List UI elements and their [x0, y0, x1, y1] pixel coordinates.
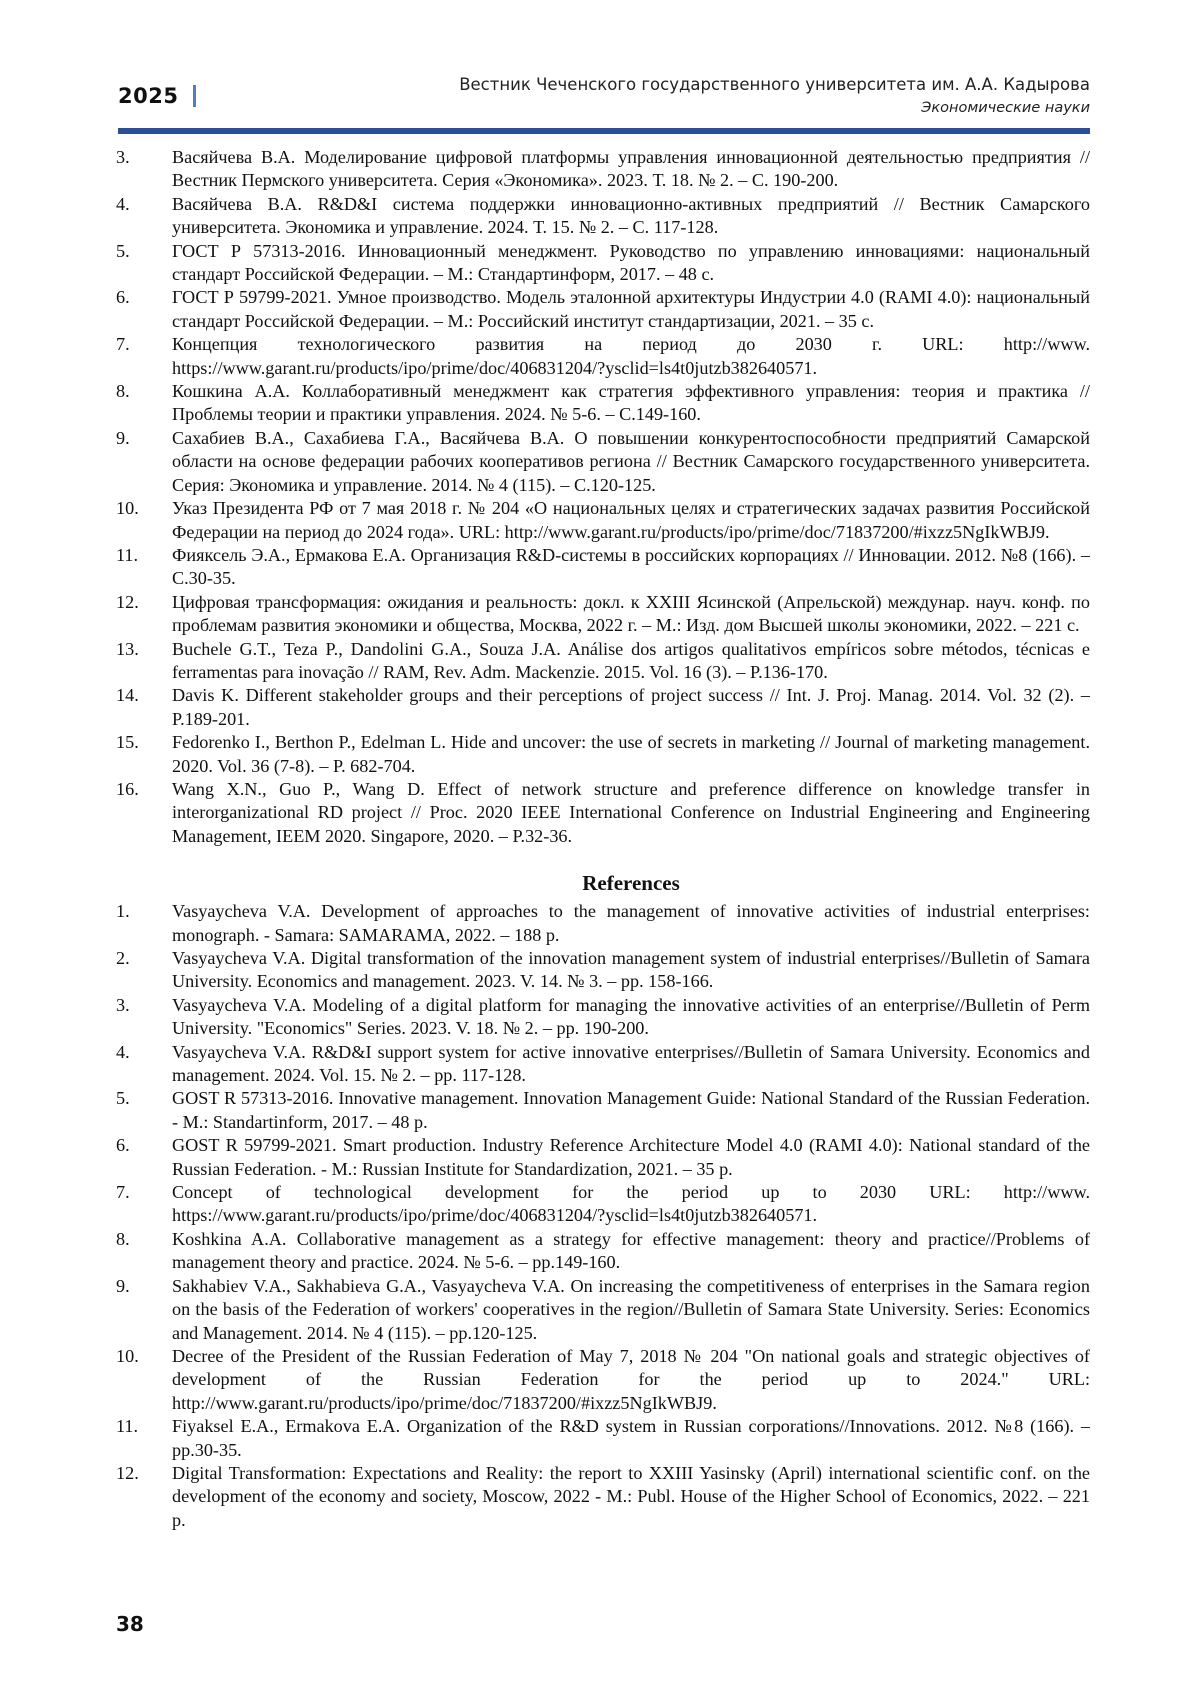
references-heading: References [582, 871, 680, 896]
reference-item [116, 1087, 1090, 1134]
reference-item [116, 994, 1090, 1041]
reference-text: Фияксель Э.А., Ермакова Е.А. Организация R&D-системы в российских корпорациях // Инновации. 2012. №8 (166). – С.30-35. [172, 544, 1090, 589]
reference-number: 7. [116, 1182, 130, 1203]
reference-text: Decree of the President of the Russian Federation of May 7, 2018 № 204 "On national goals and strategic objectives of development of the Russian Federation for the period up to 2024." URL: http://www.garant.ru/products/ipo/prime/doc/71837200/#ixzz5NgIkWBJ9. [172, 1345, 1090, 1413]
reference-item [116, 146, 1090, 193]
reference-text: GOST R 57313-2016. Innovative management. Innovation Management Guide: National Standard of the Russian Federation. - M.: Standartinform, 2017. – 48 p. [172, 1088, 1090, 1132]
reference-text: Vasyaycheva V.A. Digital transformation of the innovation management system of industrial enterprises//Bulletin of Samara University. Economics and management. 2023. V. 14. № 3. – pp. 158-166. [172, 948, 1090, 992]
reference-item [116, 778, 1090, 848]
reference-number: 6. [116, 1135, 130, 1156]
reference-item [116, 240, 1090, 287]
reference-item [116, 544, 1090, 591]
header-year: 2025 [118, 84, 179, 108]
reference-text: Digital Transformation: Expectations and Reality: the report to XXIII Yasinsky (April) international scientific conf. on the development of the economy and society, Moscow, 2022 - M.: Publ. House of the Higher School of Economics, 2022. – 221 p. [172, 1462, 1090, 1530]
reference-text: ГОСТ Р 57313-2016. Инновационный менеджмент. Руководство по управлению инновациями: национальный стандарт Российской Федерации. – М.: Стандартинформ, 2017. – 48 с. [172, 240, 1090, 285]
references-content [116, 146, 1090, 1532]
reference-number: 6. [116, 287, 130, 308]
reference-number: 9. [116, 1275, 130, 1296]
reference-text: Koshkina A.A. Collaborative management as a strategy for effective management: theory and practice//Problems of management theory and practice. 2024. № 5-6. – pp.149-160. [172, 1228, 1090, 1273]
reference-text: Vasyaycheva V.A. Development of approaches to the management of innovative activities of industrial enterprises: monograph. - Samara: SAMARAMA, 2022. – 188 p. [172, 901, 1090, 945]
reference-number: 8. [116, 1228, 130, 1249]
reference-item [116, 380, 1090, 427]
reference-number: 15. [116, 732, 139, 753]
reference-number: 4. [116, 193, 130, 214]
reference-number: 9. [116, 427, 130, 448]
reference-text: Fiyaksel E.A., Ermakova E.A. Organization of the R&D system in Russian corporations//Innovations. 2012. №8 (166). – pp.30-35. [172, 1416, 1090, 1460]
reference-number: 1. [116, 901, 130, 922]
reference-number: 12. [116, 591, 139, 612]
reference-item [116, 193, 1090, 240]
reference-text: Vasyaycheva V.A. R&D&I support system for active innovative enterprises//Bulletin of Samara University. Economics and management. 2024. Vol. 15. № 2. – pp. 117-128. [172, 1041, 1090, 1086]
reference-text: ГОСТ Р 59799-2021. Умное производство. Модель эталонной архитектуры Индустрии 4.0 (RAMI 4.0): национальный стандарт Российской Федерации. – М.: Российский институт стандартизации, 2021. – 35 с. [172, 287, 1090, 331]
reference-item [116, 333, 1090, 380]
reference-number: 3. [116, 147, 130, 167]
reference-item [116, 1228, 1090, 1275]
reference-number: 4. [116, 1041, 130, 1062]
reference-number: 5. [116, 240, 130, 261]
reference-item [116, 286, 1090, 333]
reference-item [116, 684, 1090, 731]
reference-text: Sakhabiev V.A., Sakhabieva G.A., Vasyaycheva V.A. On increasing the competitiveness of enterprises in the Samara region on the basis of the Federation of workers' cooperatives in the region//Bulletin of Samara State University. Series: Economics and Management. 2014. № 4 (115). – pp.120-125. [172, 1275, 1090, 1343]
reference-text: Кошкина А.А. Коллаборативный менеджмент как стратегия эффективного управления: теория и практика // Проблемы теории и практики управления. 2024. № 5-6. – С.149-160. [172, 381, 1090, 425]
reference-item [116, 1462, 1090, 1532]
header-journal-title: Вестник Чеченского государственного университета им. А.А. Кадырова [459, 75, 1090, 94]
reference-text: Wang X.N., Guo P., Wang D. Effect of network structure and preference difference on knowledge transfer in interorganizational RD project // Proc. 2020 IEEE International Conference on Industrial Engineering and Engineering Management, IEEM 2020. Singapore, 2020. – P.32-36. [172, 778, 1090, 846]
reference-number: 8. [116, 381, 130, 402]
reference-text: Концепция технологического развития на период до 2030 г. URL: http://www. https://www.garant.ru/products/ipo/prime/doc/406831204/?ysclid=ls4t0jutzb382640571. [172, 334, 1090, 378]
reference-text: Васяйчева В.А. Моделирование цифровой платформы управления инновационной деятельностью предприятия // Вестник Пермского университета. Серия «Экономика». 2023. Т. 18. № 2. – С. 190-200. [172, 147, 1090, 191]
page-number: 38 [116, 1612, 144, 1636]
english-reference-list [116, 900, 1090, 1532]
header-section: Экономические науки [921, 100, 1090, 116]
reference-text: Concept of technological development for the period up to 2030 URL: http://www. https://www.garant.ru/products/ipo/prime/doc/406831204/?ysclid=ls4t0jutzb382640571. [172, 1182, 1090, 1226]
reference-number: 3. [116, 994, 130, 1015]
reference-item [116, 731, 1090, 778]
reference-text: Цифровая трансформация: ожидания и реальность: докл. к XXIII Ясинской (Апрельской) междунар. науч. конф. по проблемам развития экономики и общества, Москва, 2022 г. – М.: Изд. дом Высшей школы экономики, 2022. – 221 с. [172, 591, 1090, 636]
header-accent-bar [193, 85, 196, 107]
reference-item [116, 1134, 1090, 1181]
reference-item [116, 900, 1090, 947]
reference-item [116, 1415, 1090, 1462]
reference-text: Buchele G.T., Teza P., Dandolini G.A., Souza J.A. Análise dos artigos qualitativos empíricos sobre métodos, técnicas e ferramentas para inovação // RAM, Rev. Adm. Mackenzie. 2015. Vol. 16 (3). – P.136-170. [172, 638, 1090, 682]
reference-number: 10. [116, 1345, 139, 1366]
header-rule [118, 128, 1090, 134]
reference-number: 14. [116, 685, 139, 706]
russian-reference-list [116, 146, 1090, 848]
reference-text: Davis K. Different stakeholder groups and their perceptions of project success // Int. J. Proj. Manag. 2014. Vol. 32 (2). – P.189-201. [172, 685, 1090, 729]
reference-text: Vasyaycheva V.A. Modeling of a digital platform for managing the innovative activities of an enterprise//Bulletin of Perm University. "Economics" Series. 2023. V. 18. № 2. – pp. 190-200. [172, 994, 1090, 1039]
reference-item [116, 427, 1090, 497]
reference-item [116, 591, 1090, 638]
reference-number: 2. [116, 948, 130, 968]
reference-text: Fedorenko I., Berthon P., Edelman L. Hide and uncover: the use of secrets in marketing // Journal of marketing management. 2020. Vol. 36 (7-8). – P. 682-704. [172, 732, 1090, 776]
reference-item [116, 1345, 1090, 1415]
reference-item [116, 497, 1090, 544]
reference-item [116, 947, 1090, 994]
reference-number: 10. [116, 498, 139, 519]
reference-text: GOST R 59799-2021. Smart production. Industry Reference Architecture Model 4.0 (RAMI 4.0): National standard of the Russian Federation. - M.: Russian Institute for Standardization, 2021. – 35 p. [172, 1135, 1090, 1179]
reference-item [116, 1275, 1090, 1345]
reference-number: 11. [116, 544, 139, 565]
reference-item [116, 1041, 1090, 1088]
reference-text: Указ Президента РФ от 7 мая 2018 г. № 204 «О национальных целях и стратегических задачах развития Российской Федерации на период до 2024 года». URL: http://www.garant.ru/products/ipo/prime/doc/71837200/#ixzz5NgIkWBJ9. [172, 498, 1090, 542]
reference-number: 7. [116, 334, 130, 355]
reference-number: 16. [116, 778, 139, 799]
reference-number: 11. [116, 1416, 139, 1437]
reference-item [116, 638, 1090, 685]
reference-text: Сахабиев В.А., Сахабиева Г.А., Васяйчева В.А. О повышении конкурентоспособности предприятий Самарской области на основе федерации рабочих кооперативов региона // Вестник Самарского государственного университета. Серия: Экономика и управление. 2014. № 4 (115). – С.120-125. [172, 427, 1090, 495]
reference-number: 12. [116, 1462, 139, 1483]
reference-number: 13. [116, 638, 139, 659]
reference-number: 5. [116, 1088, 130, 1109]
reference-text: Васяйчева В.А. R&D&I система поддержки инновационно-активных предприятий // Вестник Самарского университета. Экономика и управление. 2024. Т. 15. № 2. – С. 117-128. [172, 193, 1090, 238]
reference-item [116, 1181, 1090, 1228]
